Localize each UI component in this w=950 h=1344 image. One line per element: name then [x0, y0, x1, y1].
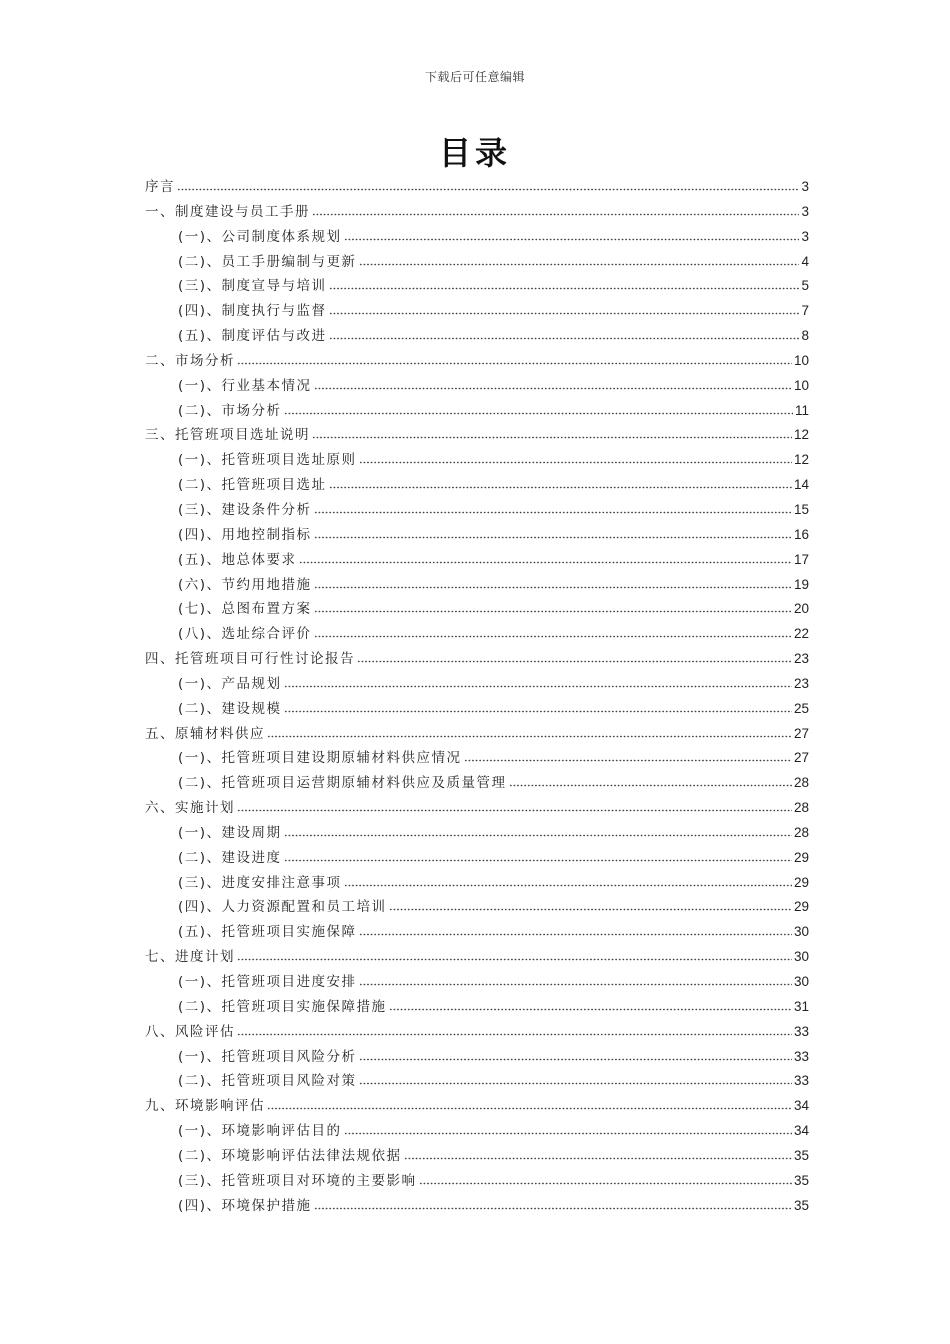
toc-leader-dots — [359, 924, 792, 936]
toc-entry[interactable] — [145, 1169, 809, 1194]
toc-entry-label: 三、托管班项目选址说明 — [145, 427, 310, 444]
table-of-contents — [145, 175, 809, 1218]
toc-entry-label: 八、风险评估 — [145, 1023, 235, 1040]
toc-leader-dots — [359, 1049, 792, 1061]
toc-entry-page: 8 — [801, 328, 809, 344]
toc-entry[interactable] — [145, 175, 809, 200]
toc-entry-page: 14 — [793, 477, 809, 493]
toc-entry[interactable] — [145, 1194, 809, 1219]
toc-entry-page: 23 — [793, 675, 809, 691]
toc-entry-page: 22 — [793, 626, 809, 642]
toc-entry-label: (一)、托管班项目风险分析 — [178, 1048, 357, 1065]
toc-entry[interactable] — [145, 1069, 809, 1094]
toc-entry-label: (六)、节约用地措施 — [178, 576, 312, 593]
toc-entry[interactable] — [145, 995, 809, 1020]
toc-leader-dots — [314, 577, 792, 589]
toc-leader-dots — [299, 552, 792, 564]
toc-leader-dots — [419, 1173, 792, 1185]
toc-leader-dots — [359, 254, 800, 266]
toc-entry-page: 31 — [793, 998, 809, 1014]
toc-leader-dots — [464, 750, 792, 762]
toc-entry-page: 23 — [793, 651, 809, 667]
toc-entry[interactable] — [145, 622, 809, 647]
toc-entry-page: 34 — [793, 1098, 809, 1114]
toc-entry[interactable] — [145, 1045, 809, 1070]
toc-entry[interactable] — [145, 647, 809, 672]
toc-entry-page: 30 — [793, 949, 809, 965]
toc-leader-dots — [237, 949, 792, 961]
toc-leader-dots — [344, 1123, 792, 1135]
toc-entry-label: (一)、托管班项目建设期原辅材料供应情况 — [178, 750, 462, 767]
toc-leader-dots — [237, 800, 792, 812]
toc-entry[interactable] — [145, 548, 809, 573]
toc-entry-page: 17 — [793, 551, 809, 567]
toc-entry-page: 15 — [793, 501, 809, 517]
toc-entry[interactable] — [145, 523, 809, 548]
toc-leader-dots — [284, 701, 792, 713]
toc-entry[interactable] — [145, 250, 809, 275]
toc-entry-label: (二)、员工手册编制与更新 — [178, 253, 357, 270]
toc-entry[interactable] — [145, 324, 809, 349]
toc-entry[interactable] — [145, 573, 809, 598]
toc-entry-page: 7 — [801, 303, 809, 319]
toc-leader-dots — [314, 601, 792, 613]
toc-leader-dots — [284, 850, 792, 862]
toc-leader-dots — [237, 1024, 792, 1036]
toc-entry-label: (二)、市场分析 — [178, 402, 282, 419]
toc-entry-label: (四)、环境保护措施 — [178, 1197, 312, 1214]
toc-entry[interactable] — [145, 722, 809, 747]
toc-entry-page: 30 — [793, 974, 809, 989]
toc-entry-page: 35 — [793, 1197, 809, 1213]
toc-entry-page: 16 — [793, 526, 809, 542]
toc-entry[interactable] — [145, 970, 809, 995]
toc-entry-label: (二)、环境影响评估法律法规依据 — [178, 1147, 402, 1164]
toc-leader-dots — [344, 875, 792, 887]
toc-entry-page: 25 — [793, 700, 809, 716]
toc-entry-label: (三)、建设条件分析 — [178, 501, 312, 518]
toc-entry[interactable] — [145, 349, 809, 374]
toc-entry-page: 5 — [801, 278, 809, 294]
toc-entry-page: 19 — [793, 576, 809, 592]
toc-leader-dots — [267, 726, 792, 738]
toc-entry[interactable] — [145, 274, 809, 299]
toc-leader-dots — [329, 477, 792, 489]
toc-entry-page: 33 — [793, 1073, 809, 1089]
toc-entry-page: 34 — [793, 1123, 809, 1139]
toc-leader-dots — [329, 278, 800, 290]
toc-entry-label: 九、环境影响评估 — [145, 1098, 265, 1115]
toc-entry-label: 四、托管班项目可行性讨论报告 — [145, 651, 355, 668]
toc-entry[interactable] — [145, 771, 809, 796]
toc-entry[interactable] — [145, 846, 809, 871]
toc-entry[interactable] — [145, 1020, 809, 1045]
toc-leader-dots — [329, 303, 800, 315]
toc-entry-label: 二、市场分析 — [145, 352, 235, 369]
toc-leader-dots — [314, 1198, 792, 1210]
toc-leader-dots — [404, 1148, 792, 1160]
toc-entry[interactable] — [145, 746, 809, 771]
toc-entry[interactable] — [145, 498, 809, 523]
toc-entry-page: 27 — [793, 750, 809, 766]
toc-entry-page: 33 — [793, 1023, 809, 1039]
toc-entry-page: 3 — [801, 203, 809, 219]
toc-entry[interactable] — [145, 597, 809, 622]
toc-leader-dots — [314, 378, 792, 390]
toc-entry-page: 10 — [793, 352, 809, 368]
toc-entry-label: (一)、行业基本情况 — [178, 377, 312, 394]
toc-entry-label: (一)、公司制度体系规划 — [178, 228, 342, 245]
toc-entry-label: (四)、人力资源配置和员工培训 — [178, 899, 387, 916]
toc-entry-label: (二)、托管班项目运营期原辅材料供应及质量管理 — [178, 775, 507, 792]
toc-entry-page: 29 — [793, 849, 809, 865]
toc-leader-dots — [237, 353, 792, 365]
toc-entry-label: (二)、建设进度 — [178, 849, 282, 866]
toc-entry-label: (四)、用地控制指标 — [178, 526, 312, 543]
toc-entry-label: (一)、环境影响评估目的 — [178, 1123, 342, 1140]
toc-entry-label: (二)、托管班项目实施保障措施 — [178, 998, 387, 1015]
toc-entry[interactable] — [145, 1119, 809, 1144]
toc-leader-dots — [389, 999, 792, 1011]
toc-entry-label: (五)、制度评估与改进 — [178, 328, 327, 345]
toc-leader-dots — [284, 676, 792, 688]
toc-entry-label: (二)、托管班项目选址 — [178, 477, 327, 494]
toc-entry-label: (八)、选址综合评价 — [178, 626, 312, 643]
toc-entry[interactable] — [145, 1094, 809, 1119]
toc-entry-label: (五)、地总体要求 — [178, 551, 297, 568]
toc-entry-page: 28 — [793, 775, 809, 791]
toc-entry[interactable] — [145, 374, 809, 399]
toc-entry[interactable] — [145, 920, 809, 945]
toc-entry[interactable] — [145, 796, 809, 821]
toc-entry-label: (一)、建设周期 — [178, 824, 282, 841]
toc-entry-page: 29 — [793, 899, 809, 915]
toc-entry-label: 序言 — [145, 179, 175, 195]
toc-entry-label: (四)、制度执行与监督 — [178, 303, 327, 320]
toc-entry-label: (三)、进度安排注意事项 — [178, 874, 342, 891]
toc-leader-dots — [177, 179, 799, 191]
toc-entry[interactable] — [145, 821, 809, 846]
toc-entry[interactable] — [145, 871, 809, 896]
toc-entry-label: (一)、产品规划 — [178, 675, 282, 692]
toc-entry-page: 33 — [793, 1048, 809, 1064]
toc-entry-page: 11 — [794, 402, 809, 418]
toc-leader-dots — [284, 825, 792, 837]
toc-leader-dots — [312, 427, 792, 439]
toc-entry[interactable] — [145, 448, 809, 473]
toc-entry-label: (一)、托管班项目进度安排 — [178, 974, 357, 990]
toc-entry-page: 10 — [793, 377, 809, 393]
toc-entry-label: (三)、托管班项目对环境的主要影响 — [178, 1172, 417, 1189]
toc-entry-label: 一、制度建设与员工手册 — [145, 203, 310, 220]
toc-entry[interactable] — [145, 1144, 809, 1169]
toc-entry-page: 35 — [793, 1172, 809, 1188]
toc-entry[interactable] — [145, 697, 809, 722]
toc-entry-page: 3 — [801, 179, 809, 194]
page-header: 下载后可任意编辑 — [424, 70, 525, 84]
toc-leader-dots — [312, 204, 799, 216]
toc-entry-page: 28 — [793, 800, 809, 816]
toc-leader-dots — [509, 775, 792, 787]
toc-leader-dots — [344, 229, 800, 241]
toc-entry-label: (五)、托管班项目实施保障 — [178, 924, 357, 941]
toc-entry-page: 12 — [793, 427, 809, 443]
toc-leader-dots — [284, 403, 793, 415]
toc-entry[interactable] — [145, 399, 809, 424]
toc-entry[interactable] — [145, 225, 809, 250]
toc-entry-page: 4 — [801, 253, 809, 269]
toc-entry[interactable] — [145, 299, 809, 324]
toc-entry-label: (二)、建设规模 — [178, 700, 282, 717]
toc-entry-page: 3 — [801, 228, 809, 244]
toc-entry[interactable] — [145, 945, 809, 970]
toc-leader-dots — [357, 651, 792, 663]
toc-entry-page: 27 — [793, 725, 809, 741]
toc-entry[interactable] — [145, 200, 809, 225]
toc-leader-dots — [359, 974, 792, 986]
toc-entry-page: 30 — [793, 924, 809, 940]
toc-entry-page: 12 — [793, 452, 809, 468]
toc-leader-dots — [389, 899, 792, 911]
toc-entry-label: (七)、总图布置方案 — [178, 601, 312, 618]
toc-leader-dots — [359, 1073, 792, 1085]
toc-entry-label: (二)、托管班项目风险对策 — [178, 1073, 357, 1090]
toc-entry-label: 五、原辅材料供应 — [145, 725, 265, 742]
toc-entry-label: 七、进度计划 — [145, 949, 235, 966]
toc-leader-dots — [314, 527, 792, 539]
toc-leader-dots — [314, 626, 792, 638]
toc-entry-page: 20 — [793, 601, 809, 617]
page-title: 目录 — [438, 134, 511, 172]
toc-leader-dots — [329, 328, 800, 340]
toc-entry-page: 35 — [793, 1147, 809, 1163]
toc-entry-label: 六、实施计划 — [145, 800, 235, 817]
toc-entry[interactable] — [145, 895, 809, 920]
toc-entry-label: (三)、制度宣导与培训 — [178, 278, 327, 295]
toc-entry[interactable] — [145, 672, 809, 697]
toc-leader-dots — [314, 502, 792, 514]
toc-leader-dots — [359, 452, 792, 464]
toc-leader-dots — [267, 1098, 792, 1110]
toc-entry-label: (一)、托管班项目选址原则 — [178, 452, 357, 469]
toc-entry[interactable] — [145, 423, 809, 448]
toc-entry[interactable] — [145, 473, 809, 498]
toc-entry-page: 28 — [793, 824, 809, 840]
toc-entry-page: 29 — [793, 874, 809, 890]
